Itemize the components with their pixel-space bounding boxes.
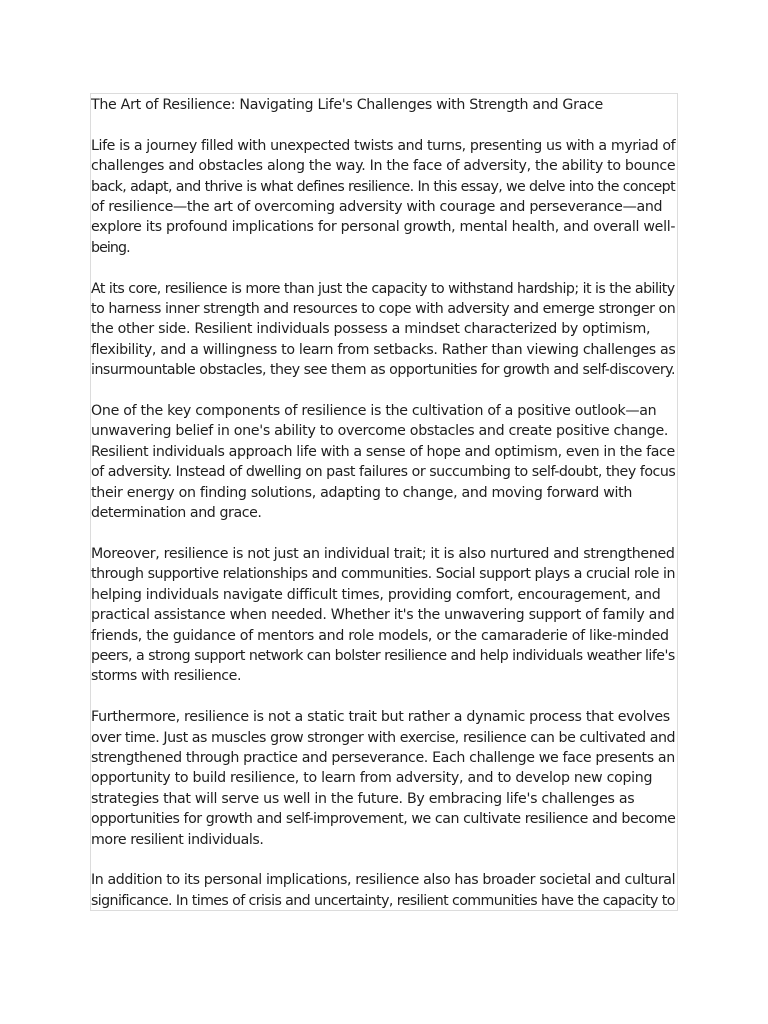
paragraph-3 — [91, 401, 678, 523]
paragraph-line: more resilient individuals. — [91, 831, 264, 848]
document-page — [90, 93, 678, 911]
paragraph-line: flexibility, and a willingness to learn from setbacks. Rather than viewing challenges as — [91, 341, 676, 358]
paragraph-line: friends, the guidance of mentors and role models, or the camaraderie of like-minded — [91, 627, 669, 644]
paragraph-line: over time. Just as muscles grow stronger with exercise, resilience can be cultivated and — [91, 729, 676, 746]
paragraph-line: unwavering belief in one's ability to overcome obstacles and create positive change. — [91, 423, 669, 440]
paragraph-1 — [91, 136, 678, 258]
paragraph-line: determination and grace. — [91, 505, 262, 522]
paragraph-line: back, adapt, and thrive is what defines resilience. In this essay, we delve into the concept — [91, 178, 676, 195]
paragraph-line: being. — [91, 239, 130, 256]
paragraph-line: of adversity. Instead of dwelling on past failures or succumbing to self-doubt, they focus — [91, 464, 676, 481]
paragraph-line: One of the key components of resilience is the cultivation of a positive outlook—an — [91, 403, 657, 420]
paragraph-5 — [91, 707, 678, 850]
paragraph-line: Furthermore, resilience is not a static trait but rather a dynamic process that evolves — [91, 709, 670, 726]
paragraph-line: Life is a journey filled with unexpected twists and turns, presenting us with a myriad of — [91, 137, 676, 154]
paragraph-line: opportunities for growth and self-improvement, we can cultivate resilience and become — [91, 811, 676, 828]
paragraph-line: Moreover, resilience is not just an individual trait; it is also nurtured and strengthened — [91, 545, 675, 562]
paragraph-line: of resilience—the art of overcoming adversity with courage and perseverance—and — [91, 199, 663, 216]
paragraph-line: strengthened through practice and perseverance. Each challenge we face presents an — [91, 749, 675, 766]
paragraph-line: helping individuals navigate difficult times, providing comfort, encouragement, and — [91, 586, 661, 603]
document-body — [91, 94, 678, 911]
paragraph-line: insurmountable obstacles, they see them as opportunities for growth and self-discovery. — [91, 362, 676, 379]
paragraph-line: to harness inner strength and resources to cope with adversity and emerge stronger on — [91, 301, 676, 318]
paragraph-line: explore its profound implications for personal growth, mental health, and overall well- — [91, 219, 676, 236]
paragraph-line: challenges and obstacles along the way. In the face of adversity, the ability to bounce — [91, 158, 676, 175]
paragraph-line: opportunity to build resilience, to learn from adversity, and to develop new coping — [91, 770, 653, 787]
paragraph-2 — [91, 279, 678, 381]
paragraph-line: the other side. Resilient individuals possess a mindset characterized by optimism, — [91, 321, 651, 338]
paragraph-line: significance. In times of crisis and uncertainty, resilient communities have the capacity to — [91, 892, 675, 909]
paragraph-line: practical assistance when needed. Whether it's the unwavering support of family and — [91, 607, 675, 624]
paragraph-line: storms with resilience. — [91, 668, 242, 685]
paragraph-line: strategies that will serve us well in the future. By embracing life's challenges as — [91, 790, 635, 807]
paragraph-line: peers, a strong support network can bolster resilience and help individuals weather life's — [91, 647, 675, 664]
paragraph-line: At its core, resilience is more than just the capacity to withstand hardship; it is the ability — [91, 280, 675, 297]
paragraph-line: In addition to its personal implications, resilience also has broader societal and cultural — [91, 872, 676, 889]
paragraph-line: their energy on finding solutions, adapting to change, and moving forward with — [91, 484, 633, 501]
paragraph-line: Resilient individuals approach life with a sense of hope and optimism, even in the face — [91, 443, 675, 460]
paragraph-6 — [91, 870, 678, 911]
paragraph-4 — [91, 544, 678, 687]
document-title: The Art of Resilience: Navigating Life's Challenges with Strength and Grace — [91, 97, 603, 113]
paragraph-line: through supportive relationships and communities. Social support plays a crucial role in — [91, 566, 676, 583]
